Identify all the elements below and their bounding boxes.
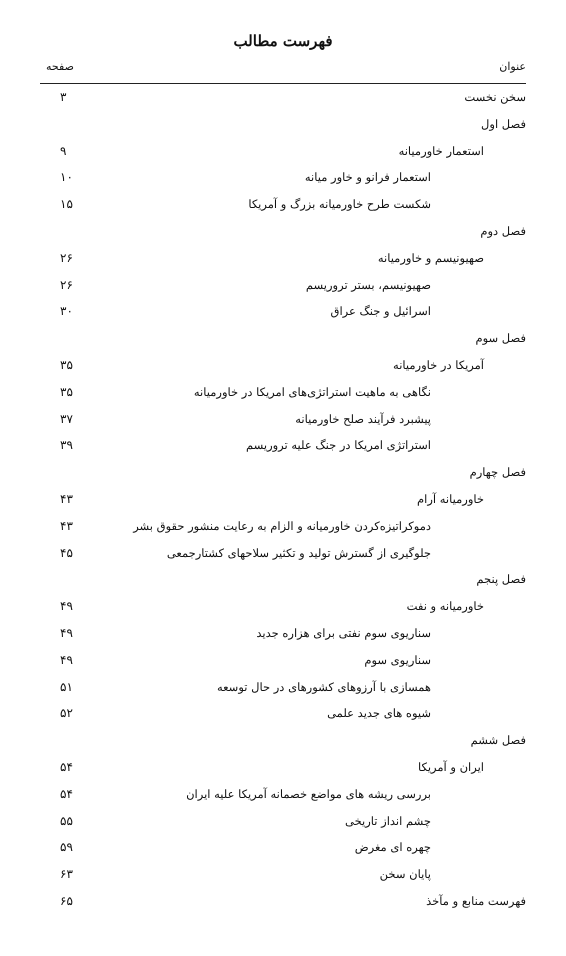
- toc-page-number: ۴۹: [60, 652, 73, 667]
- toc-entry-title: استراتژی امریکا در جنگ علیه تروریسم: [245, 438, 431, 453]
- toc-entry-title: دموکراتیزه‌کردن خاورمیانه و الزام به رعایت منشور حقوق بشر: [133, 518, 431, 533]
- toc-entries: [40, 84, 526, 915]
- toc-entry-title: سناریوی سوم: [364, 652, 431, 667]
- toc-page-number: ۱۵: [60, 197, 73, 212]
- toc-entry-row: [40, 486, 526, 513]
- toc-page-number: ۴۵: [60, 545, 73, 560]
- toc-entry-row: [40, 191, 526, 218]
- page-column-label: صفحه: [46, 60, 74, 73]
- toc-entry-title: خاورمیانه آرام: [417, 491, 484, 506]
- toc-page-number: ۳۵: [60, 357, 73, 372]
- toc-page-number: ۴۳: [60, 518, 73, 533]
- toc-chapter-row: [40, 459, 526, 486]
- toc-chapter-row: [40, 727, 526, 754]
- toc-entry-row: [40, 861, 526, 888]
- toc-chapter-row: [40, 325, 526, 352]
- toc-entry-title: آمریکا در خاورمیانه: [393, 357, 484, 372]
- toc-entry-title: همسازی با آرزوهای کشورهای در حال توسعه: [216, 679, 431, 694]
- toc-page-number: ۵۹: [60, 840, 73, 855]
- toc-page-number: ۵۵: [60, 813, 73, 828]
- toc-entry-row: [40, 808, 526, 835]
- column-header: [40, 60, 526, 80]
- toc-entry-title: فصل اول: [481, 116, 526, 131]
- toc-entry-title: فصل ششم: [470, 733, 526, 748]
- page-title: فهرست مطالب: [233, 32, 333, 50]
- toc-entry-row: [40, 406, 526, 433]
- toc-entry-title: سناریوی سوم نفتی برای هزاره جدید: [256, 625, 431, 640]
- toc-entry-title: چهره ای مغرض: [354, 840, 431, 855]
- toc-entry-title: فصل دوم: [480, 223, 526, 238]
- toc-chapter-row: [40, 888, 526, 915]
- toc-entry-title: فصل پنجم: [476, 572, 526, 587]
- toc-entry-row: [40, 593, 526, 620]
- toc-entry-title: نگاهی به ماهیت استراتژی‌های امریکا در خاورمیانه: [193, 384, 431, 399]
- toc-page-number: ۳۵: [60, 384, 73, 399]
- toc-entry-title: فصل سوم: [475, 331, 526, 346]
- toc-chapter-row: [40, 111, 526, 138]
- toc-page-number: ۴۹: [60, 599, 73, 614]
- toc-entry-row: [40, 674, 526, 701]
- toc-entry-title: صهیونیسم، بستر تروریسم: [305, 277, 431, 292]
- toc-page-number: ۴۹: [60, 625, 73, 640]
- toc-entry-row: [40, 834, 526, 861]
- toc-chapter-row: [40, 566, 526, 593]
- toc-entry-title: اسرائیل و جنگ عراق: [330, 304, 431, 319]
- toc-entry-title: فهرست منابع و مآخذ: [426, 893, 526, 908]
- toc-entry-title: شیوه های جدید علمی: [327, 706, 431, 721]
- toc-entry-row: [40, 781, 526, 808]
- toc-page-number: ۳۰: [60, 304, 73, 319]
- toc-entry-title: استعمار خاورمیانه: [398, 143, 484, 158]
- toc-entry-row: [40, 432, 526, 459]
- toc-page-number: ۶۵: [60, 893, 73, 908]
- toc-page-number: ۹: [60, 143, 67, 158]
- toc-page-number: ۳۷: [60, 411, 73, 426]
- toc-entry-title: صهیونیسم و خاورمیانه: [377, 250, 484, 265]
- toc-entry-title: سخن نخست: [464, 90, 526, 104]
- toc-page-number: ۱۰: [60, 170, 73, 185]
- toc-entry-title: خاورمیانه و نفت: [406, 599, 484, 614]
- toc-chapter-row: [40, 84, 526, 111]
- toc-page-number: ۳۹: [60, 438, 73, 453]
- toc-page-number: ۳: [60, 90, 67, 104]
- toc-page-number: ۲۶: [60, 277, 73, 292]
- toc-page-number: ۵۲: [60, 706, 73, 721]
- toc-entry-row: [40, 245, 526, 272]
- toc-entry-title: جلوگیری از گسترش تولید و تکثیر سلاحهای کشتارجمعی: [166, 545, 431, 560]
- toc-entry-row: [40, 513, 526, 540]
- toc-entry-title: ایران و آمریکا: [417, 759, 484, 774]
- toc-entry-row: [40, 352, 526, 379]
- toc-entry-title: چشم انداز تاریخی: [345, 813, 431, 828]
- toc-entry-title: شکست طرح خاورمیانه بزرگ و آمریکا: [248, 197, 431, 212]
- toc-entry-row: [40, 298, 526, 325]
- toc-entry-row: [40, 272, 526, 299]
- toc-entry-row: [40, 379, 526, 406]
- toc-entry-row: [40, 700, 526, 727]
- toc-entry-title: پیشبرد فرآیند صلح خاورمیانه: [295, 411, 431, 426]
- toc-entry-title: پایان سخن: [379, 867, 431, 882]
- toc-page-number: ۵۴: [60, 786, 73, 801]
- toc-entry-row: [40, 138, 526, 165]
- toc-entry-row: [40, 754, 526, 781]
- toc-entry-title: استعمار فرانو و خاور میانه: [304, 170, 431, 185]
- toc-entry-title: فصل چهارم: [469, 465, 526, 480]
- toc-chapter-row: [40, 218, 526, 245]
- toc-page-number: ۴۳: [60, 491, 73, 506]
- toc-page-number: ۲۶: [60, 250, 73, 265]
- toc-page-number: ۶۳: [60, 867, 73, 882]
- toc-entry-row: [40, 647, 526, 674]
- subject-column-label: عنوان: [499, 60, 526, 73]
- toc-entry-row: [40, 540, 526, 567]
- toc-entry-title: بررسی ریشه های مواضع خصمانه آمریکا علیه ایران: [186, 786, 431, 801]
- toc-page-number: ۵۱: [60, 679, 73, 694]
- toc-entry-row: [40, 620, 526, 647]
- toc-entry-row: [40, 164, 526, 191]
- toc-page-number: ۵۴: [60, 759, 73, 774]
